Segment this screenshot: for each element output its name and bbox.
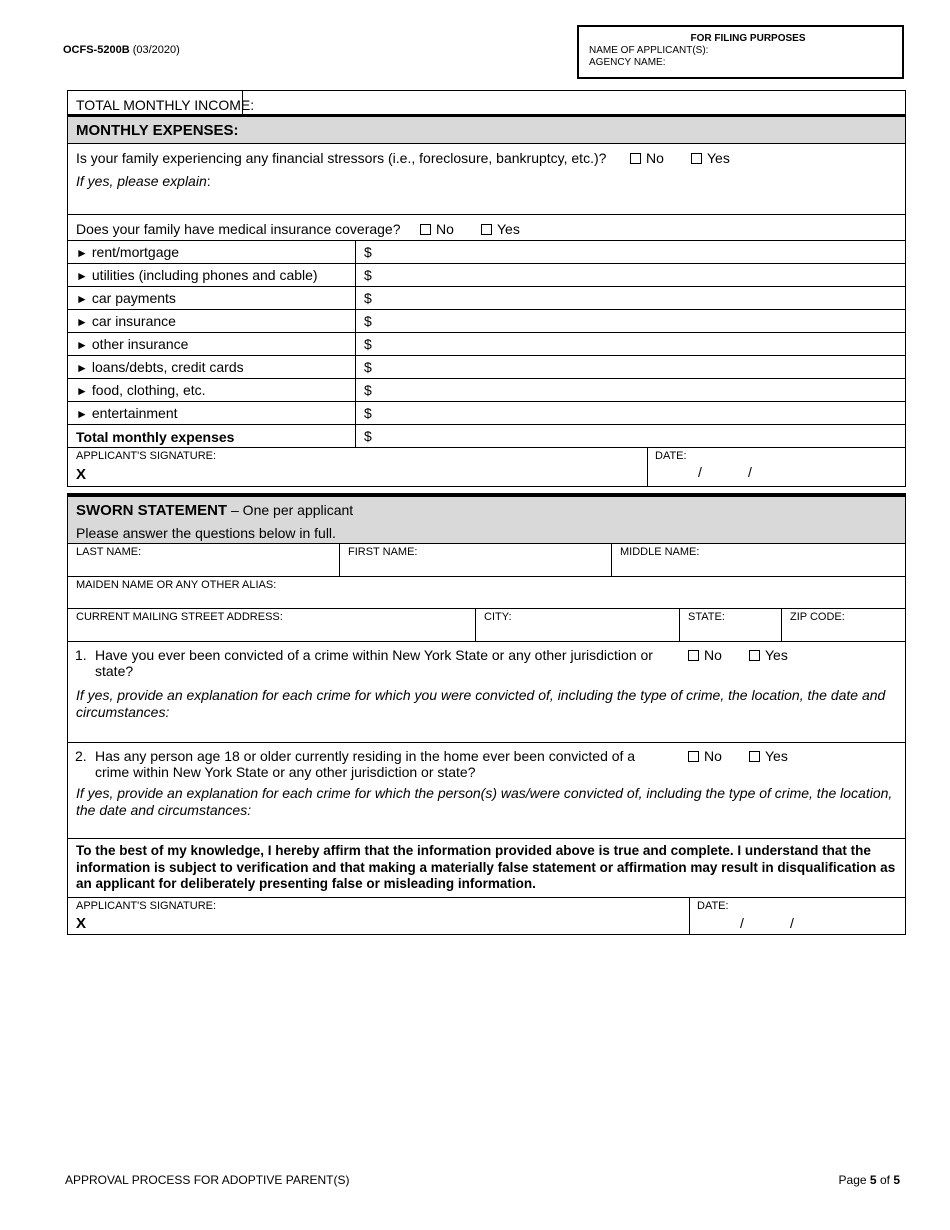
first-name-field[interactable] [339, 544, 611, 576]
expenses-signature-label: APPLICANT'S SIGNATURE: [76, 450, 217, 462]
sworn-date-slash-2: / [790, 915, 794, 931]
footer-title: APPROVAL PROCESS FOR ADOPTIVE PARENT(S) [65, 1173, 350, 1187]
dollar-sign: $ [364, 382, 372, 398]
expense-row [68, 333, 905, 356]
question-1-no-label: No [704, 647, 722, 663]
insurance-row [68, 215, 905, 241]
expenses-table [67, 90, 906, 487]
dollar-sign: $ [364, 244, 372, 260]
insurance-no-checkbox[interactable] [420, 224, 431, 235]
expense-item-label: entertainment [91, 405, 178, 421]
question-2-yes-checkbox[interactable] [749, 751, 760, 762]
expenses-heading-row [68, 117, 905, 144]
stress-question: Is your family experiencing any financial stressors (i.e., foreclosure, bankruptcy, etc.)? [76, 150, 607, 166]
total-amount-input[interactable] [355, 425, 905, 447]
expense-item [76, 313, 176, 332]
expense-item-label: rent/mortgage [91, 244, 180, 260]
insurance-yes-label: Yes [497, 221, 520, 237]
question-1-line-1: Have you ever been convicted of a crime within New York State or any other jurisdiction or [95, 647, 653, 663]
sworn-signature-input[interactable] [68, 898, 689, 934]
expense-row [68, 241, 905, 264]
sworn-title-suffix: – One per applicant [231, 502, 354, 518]
stress-explain[interactable] [76, 173, 211, 214]
bullet-arrow-icon: ► [76, 292, 88, 306]
page-of: of [879, 1173, 890, 1187]
bullet-arrow-icon: ► [76, 315, 88, 329]
last-name-field[interactable] [68, 544, 339, 576]
dollar-sign: $ [364, 336, 372, 352]
expense-row [68, 356, 905, 379]
insurance-no-label: No [436, 221, 454, 237]
affirmation-row [68, 839, 905, 898]
question-2-number: 2. [75, 748, 87, 764]
question-2-line-2: crime within New York State or any other jurisdiction or state? [95, 764, 476, 780]
question-2-yes-label: Yes [765, 748, 788, 764]
expense-row [68, 379, 905, 402]
question-1-number: 1. [75, 647, 87, 663]
last-name-label: LAST NAME: [76, 546, 142, 558]
expense-amount-input[interactable] [355, 287, 905, 309]
bullet-arrow-icon: ► [76, 246, 88, 260]
stress-yes-option[interactable] [691, 150, 730, 214]
expense-item [76, 405, 178, 424]
sworn-title: SWORN STATEMENT [76, 502, 228, 519]
state-label: STATE: [688, 611, 725, 623]
insurance-no-option[interactable] [420, 221, 454, 240]
expense-amount-input[interactable] [355, 402, 905, 424]
expenses-signature-input[interactable] [68, 448, 647, 486]
dollar-sign: $ [364, 290, 372, 306]
stress-row [68, 144, 905, 215]
expense-item [76, 244, 179, 263]
question-1-explain[interactable]: If yes, provide an explanation for each crime for which you were convicted of, including the type of crime, the location, the date and circumstances: [76, 687, 886, 720]
expense-rows [68, 241, 905, 425]
expense-amount-input[interactable] [355, 333, 905, 355]
form-date: (03/2020) [132, 44, 180, 56]
sworn-heading-row [68, 497, 905, 544]
expense-amount-input[interactable] [355, 241, 905, 263]
expense-row [68, 287, 905, 310]
total-dollar-sign: $ [364, 428, 372, 444]
zip-field[interactable] [781, 609, 905, 641]
question-2-explain[interactable]: If yes, provide an explanation for each crime for which the person(s) was/were convicted of, including the type of crime, the location, the date and circumstances: [76, 785, 893, 818]
insurance-yes-checkbox[interactable] [481, 224, 492, 235]
question-1-no-checkbox[interactable] [688, 650, 699, 661]
dollar-sign: $ [364, 359, 372, 375]
expense-item-label: car payments [91, 290, 176, 306]
expense-amount-input[interactable] [355, 310, 905, 332]
expenses-signature-x: X [76, 466, 87, 483]
question-2-row [68, 743, 905, 839]
expense-amount-input[interactable] [355, 264, 905, 286]
expense-row [68, 310, 905, 333]
total-label: Total monthly expenses [76, 429, 235, 445]
expense-item-label: car insurance [91, 313, 176, 329]
page-number [800, 1173, 900, 1187]
maiden-row [68, 577, 905, 609]
stress-no-option[interactable] [630, 150, 664, 214]
filing-agency-label: AGENCY NAME: [589, 57, 666, 68]
state-field[interactable] [679, 609, 781, 641]
expense-item [76, 382, 206, 401]
city-field[interactable] [475, 609, 679, 641]
stress-explain-colon: : [206, 173, 211, 189]
page-prefix: Page [838, 1173, 867, 1187]
total-row [68, 425, 905, 448]
address-row [68, 609, 905, 642]
bullet-arrow-icon: ► [76, 407, 88, 421]
insurance-question: Does your family have medical insurance coverage? [76, 221, 401, 237]
stress-explain-label: If yes, please explain [76, 173, 207, 189]
filing-box [577, 25, 904, 79]
address-label: CURRENT MAILING STREET ADDRESS: [76, 611, 283, 623]
question-2-no-checkbox[interactable] [688, 751, 699, 762]
question-1-yes-label: Yes [765, 647, 788, 663]
expenses-heading: MONTHLY EXPENSES: [76, 122, 239, 139]
expenses-date-slash-1: / [698, 464, 702, 480]
first-name-label: FIRST NAME: [348, 546, 418, 558]
sworn-date-slash-1: / [740, 915, 744, 931]
sworn-table [67, 493, 906, 935]
question-1-yes-checkbox[interactable] [749, 650, 760, 661]
expense-amount-input[interactable] [355, 379, 905, 401]
filing-name-label: NAME OF APPLICANT(S): [589, 45, 709, 56]
name-row [68, 544, 905, 577]
form-number: OCFS-5200B [63, 44, 130, 56]
question-1-row [68, 642, 905, 743]
address-field[interactable] [68, 609, 475, 641]
question-2-no-label: No [704, 748, 722, 764]
expense-item-label: other insurance [91, 336, 189, 352]
bullet-arrow-icon: ► [76, 269, 88, 283]
sworn-signature-x: X [76, 915, 87, 932]
zip-label: ZIP CODE: [790, 611, 845, 623]
city-label: CITY: [484, 611, 512, 623]
expense-row [68, 264, 905, 287]
sworn-instruction: Please answer the questions below in full. [76, 525, 336, 541]
affirmation-text: To the best of my knowledge, I hereby affirm that the information provided above is true and complete. I understand that the information is subject to verification and that making a materially false statement or affirmation may result in disqualification as an applicant for deliberately presenting false or misleading information. [76, 843, 896, 891]
sworn-date-field[interactable] [689, 898, 905, 934]
expenses-signature-row [68, 448, 905, 487]
bullet-arrow-icon: ► [76, 361, 88, 375]
maiden-name-label: MAIDEN NAME OR ANY OTHER ALIAS: [76, 579, 277, 591]
expenses-date-field[interactable] [647, 448, 905, 486]
stress-no-label: No [646, 150, 664, 166]
sworn-signature-label: APPLICANT'S SIGNATURE: [76, 900, 217, 912]
middle-name-label: MIDDLE NAME: [620, 546, 700, 558]
expense-item [76, 359, 244, 378]
expense-item [76, 290, 176, 309]
expense-row [68, 402, 905, 425]
dollar-sign: $ [364, 313, 372, 329]
income-row [68, 91, 905, 117]
filing-title: FOR FILING PURPOSES [690, 33, 806, 44]
dollar-sign: $ [364, 267, 372, 283]
form-code [63, 44, 180, 56]
maiden-name-field[interactable] [68, 577, 905, 608]
expenses-date-slash-2: / [748, 464, 752, 480]
sworn-date-label: DATE: [697, 900, 729, 912]
stress-yes-checkbox[interactable] [691, 153, 702, 164]
expense-item-label: food, clothing, etc. [91, 382, 206, 398]
bullet-arrow-icon: ► [76, 384, 88, 398]
stress-no-checkbox[interactable] [630, 153, 641, 164]
bullet-arrow-icon: ► [76, 338, 88, 352]
question-2-line-1: Has any person age 18 or older currently residing in the home ever been convicted of a [95, 748, 636, 764]
expense-item-label: loans/debts, credit cards [91, 359, 244, 375]
question-1-line-2: state? [95, 663, 134, 679]
expense-item-label: utilities (including phones and cable) [91, 267, 318, 283]
middle-name-field[interactable] [611, 544, 905, 576]
expense-item [76, 336, 188, 355]
insurance-yes-option[interactable] [481, 221, 520, 240]
page-current: 5 [869, 1173, 877, 1187]
expense-amount-input[interactable] [355, 356, 905, 378]
income-label: TOTAL MONTHLY INCOME: [76, 97, 255, 113]
dollar-sign: $ [364, 405, 372, 421]
page-total: 5 [893, 1173, 900, 1187]
stress-yes-label: Yes [707, 150, 730, 166]
expenses-date-label: DATE: [655, 450, 687, 462]
sworn-signature-row [68, 898, 905, 935]
expense-item [76, 267, 318, 286]
income-input[interactable] [242, 91, 905, 114]
